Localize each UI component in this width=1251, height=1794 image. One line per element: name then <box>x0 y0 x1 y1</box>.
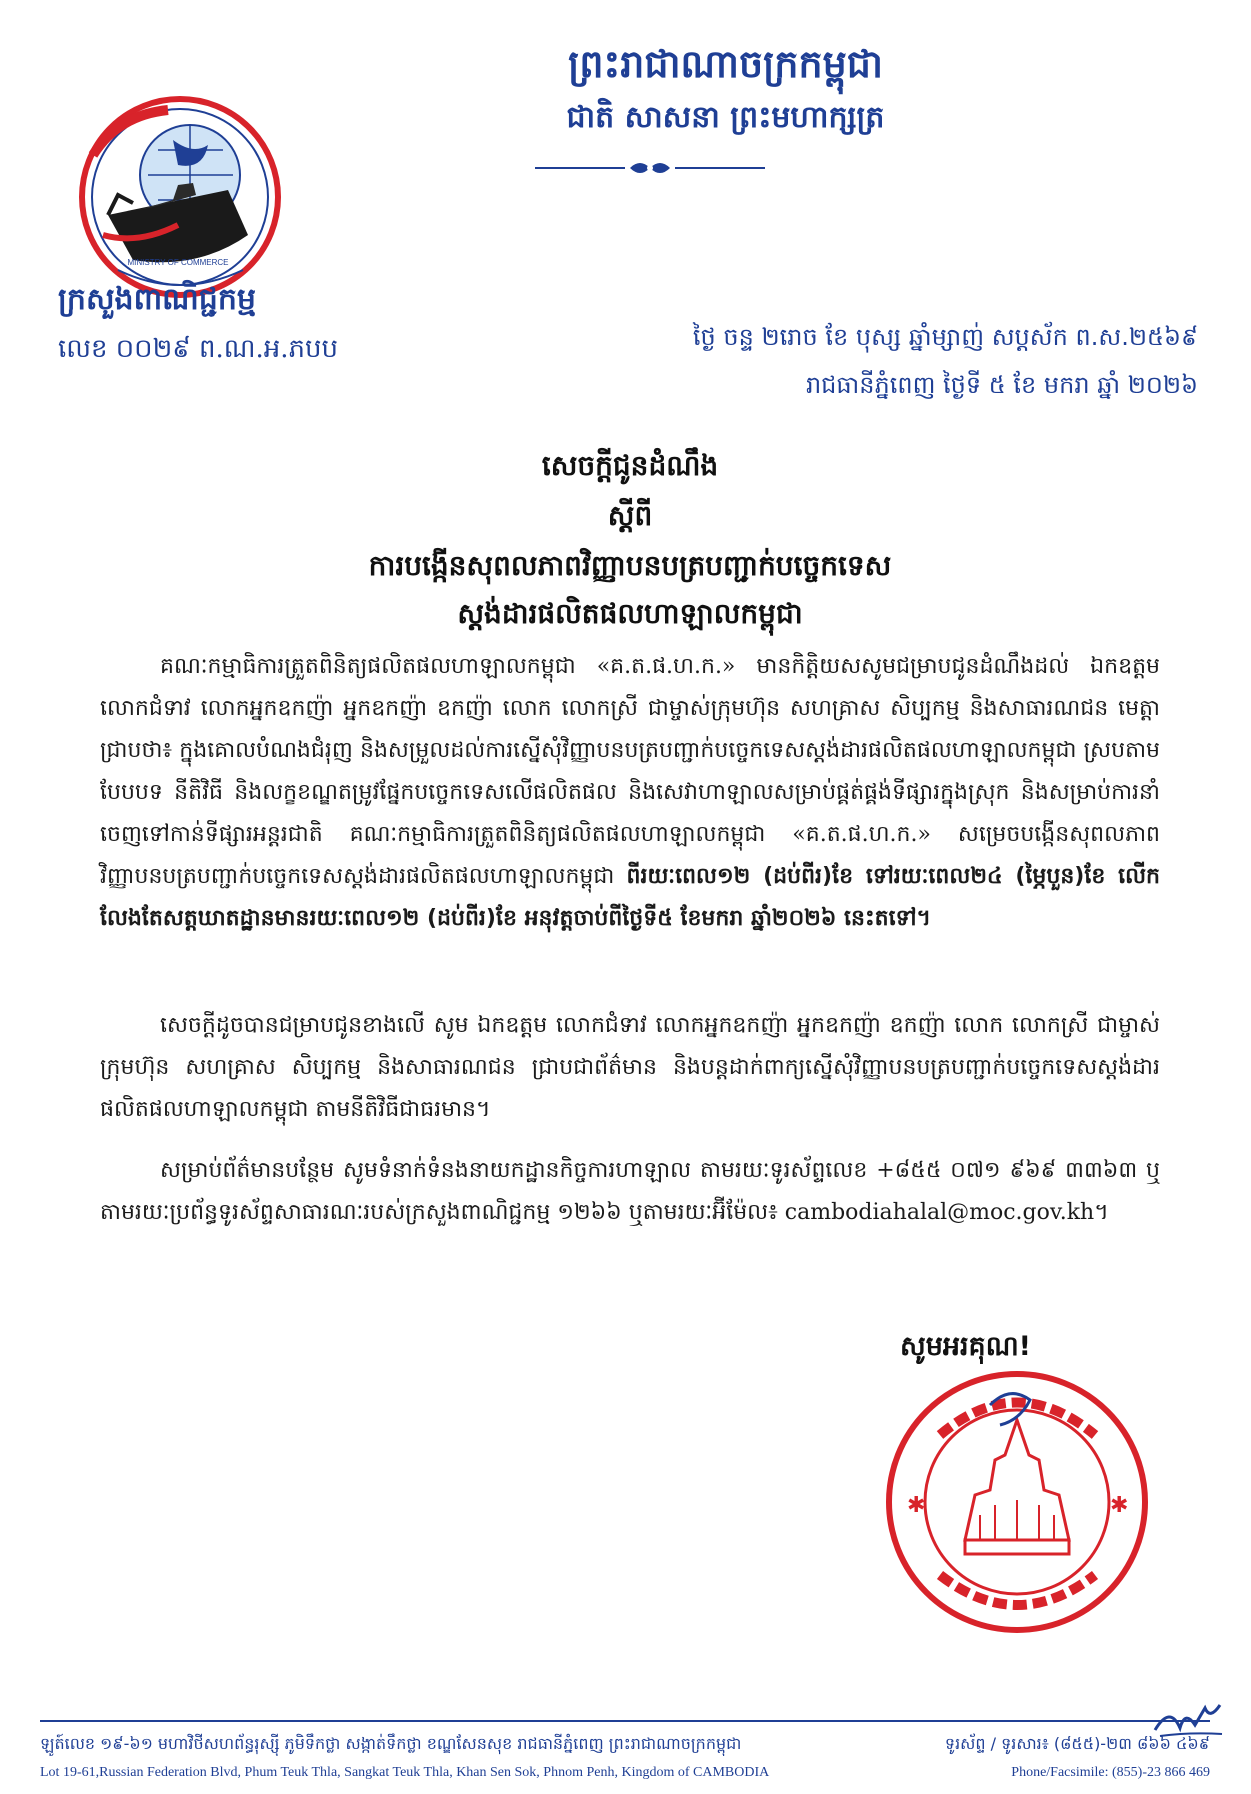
footer-phone-kh: ទូរស័ព្ទ / ទូរសារ៖ (៨៥៥)-២៣ ៨៦៦ ៤៦៩ <box>944 1734 1210 1753</box>
footer-address-kh: ឡូត៍លេខ ១៩-៦១ មហាវិថីសហព័ន្ធរុស្ស៊ី ភូមិទឹកថ្លា សង្កាត់ទឹកថ្លា ខណ្ឌសែនសុខ រាជធានីភ្នំពេញ ព្រះរាជាណាចក្រកម្ពុជា <box>40 1734 742 1753</box>
closing-thanks: សូមអរគុណ! <box>900 1331 1031 1362</box>
ornament-divider <box>535 158 765 178</box>
kingdom-heading: ព្រះរាជាណាចក្រកម្ពុជា <box>568 42 883 86</box>
body-paragraph-3 <box>100 1150 1160 1234</box>
official-seal-icon <box>880 1365 1155 1640</box>
footer-address-en: Lot 19-61,Russian Federation Blvd, Phum Teuk Thla, Sangkat Teuk Thla, Khan Sen Sok, Phnom Penh, Kingdom of CAMBODIA <box>40 1765 770 1780</box>
logo-caption: MINISTRY OF COMMERCE <box>127 258 229 267</box>
motto-heading: ជាតិ សាសនា ព្រះមហាក្សត្រ <box>566 100 885 135</box>
footer-phone-en: Phone/Facsimile: (855)-23 866 469 <box>1011 1765 1210 1780</box>
body-text-3: សម្រាប់ព័ត៌មានបន្ថែម សូមទំនាក់ទំនងនាយកដ្ឋានកិច្ចការហាឡាល តាមរយៈទូរស័ព្ទលេខ +៨៥៥ ០៧១ ៩៦៩ ៣៣៦៣ ឬតាមរយៈប្រព័ន្ធទូរស័ព្ទសាធារណៈរបស់ក្រសួងពាណិជ្ជកម្ម ១២៦៦ ឬតាមរយៈអ៊ីម៉ែល៖ cambodiahalal@moc.gov.kh។ <box>100 1158 1160 1225</box>
ministry-logo-icon <box>78 95 283 300</box>
body-text-1: គណៈកម្មាធិការត្រួតពិនិត្យផលិតផលហាឡាលកម្ពុជា «គ.ត.ផ.ហ.ក.» មានកិត្តិយសសូមជម្រាបជូនដំណឹងដល់ ឯកឧត្តម លោកជំទាវ លោកអ្នកឧកញ៉ា អ្នកឧកញ៉ា ឧកញ៉ា លោក លោកស្រី ជាម្ចាស់ក្រុមហ៊ុន សហគ្រាស សិប្បកម្ម និងសាធារណជន មេត្តាជ្រាបថា៖ ក្នុងគោលបំណងជំរុញ និងសម្រួលដល់ការស្នើសុំវិញ្ញាបនបត្របញ្ជាក់បច្ចេកទេសស្តង់ដារផលិតផលហាឡាលកម្ពុជា ស្របតាមបែបបទ នីតិវិធី និងលក្ខខណ្ឌតម្រូវផ្នែកបច្ចេកទេសលើផលិតផល និងសេវាហាឡាលសម្រាប់ផ្គត់ផ្គង់ទីផ្សារក្នុងស្រុក និងសម្រាប់ការនាំចេញទៅកាន់ទីផ្សារអន្តរជាតិ គណៈកម្មាធិការត្រួតពិនិត្យផលិតផលហាឡាលកម្ពុជា «គ.ត.ផ.ហ.ក.» សម្រេចបង្កើនសុពលភាពវិញ្ញាបនបត្របញ្ជាក់បច្ចេកទេសស្តង់ដារផលិតផលហាឡាលកម្ពុជា <box>100 654 1160 889</box>
gregorian-date: រាជធានីភ្នំពេញ ថ្ងៃទី ៥ ខែ មករា ឆ្នាំ ២០២៦ <box>805 371 1198 399</box>
body-text-2: សេចក្តីដូចបានជម្រាបជូនខាងលើ សូម ឯកឧត្តម លោកជំទាវ លោកអ្នកឧកញ៉ា អ្នកឧកញ៉ា ឧកញ៉ា លោក លោកស្រី ជាម្ចាស់ក្រុមហ៊ុន សហគ្រាស សិប្បកម្ម និងសាធារណជន ជ្រាបជាព័ត៌មាន និងបន្តដាក់ពាក្យស្នើសុំវិញ្ញាបនបត្របញ្ជាក់បច្ចេកទេសស្តង់ដារផលិតផលហាឡាលកម្ពុជា តាមនីតិវិធីជាធរមាន។ <box>100 1013 1160 1122</box>
notice-subject-line1: ការបង្កើនសុពលភាពវិញ្ញាបនបត្របញ្ជាក់បច្ចេកទេស <box>368 549 892 582</box>
svg-text:✱: ✱ <box>1110 1493 1129 1518</box>
footer-english <box>40 1765 1210 1781</box>
body-paragraph-2 <box>100 1005 1160 1131</box>
lunar-date: ថ្ងៃ ចន្ទ ២រោច ខែ បុស្ស ឆ្នាំម្សាញ់ សប្តស័ក ព.ស.២៥៦៩ <box>692 323 1198 351</box>
notice-title: សេចក្តីជូនដំណឹង <box>541 449 719 482</box>
reference-number: លេខ ០០២៩ ព.ណ.អ.ភបប <box>58 334 338 364</box>
footer-divider <box>40 1720 1210 1722</box>
notice-subject-line2: ស្តង់ដារផលិតផលហាឡាលកម្ពុជា <box>457 597 803 630</box>
body-bold-text: ពីរយៈពេល១២ (ដប់ពីរ)ខែ ទៅរយៈពេល២៤ (ម្ភៃបួន)ខែ លើកលែងតែសត្តឃាតដ្ឋានមានរយៈពេល១២ (ដប់ពីរ)ខែ អនុវត្តចាប់ពីថ្ងៃទី៥ ខែមករា ឆ្នាំ២០២៦ នេះតទៅ។ <box>100 864 1160 931</box>
footer-khmer <box>40 1733 1210 1757</box>
svg-text:✱: ✱ <box>907 1493 926 1518</box>
body-paragraph-1 <box>100 646 1160 940</box>
notice-subject-label: ស្តីពី <box>607 499 653 532</box>
ministry-name: ក្រសួងពាណិជ្ជកម្ម <box>58 282 256 317</box>
